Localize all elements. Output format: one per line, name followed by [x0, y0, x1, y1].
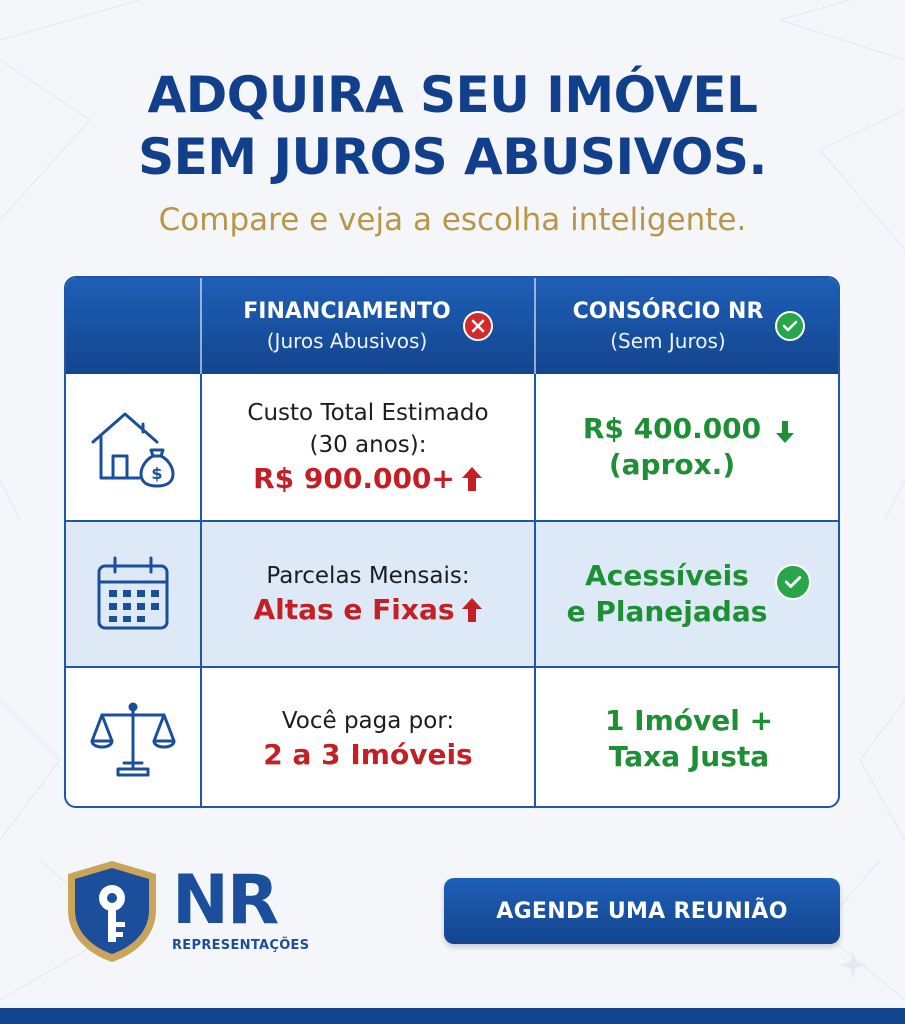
header-financiamento-title: FINANCIAMENTO [243, 299, 451, 324]
shield-key-icon [64, 858, 160, 964]
headline-line-1: ADQUIRA SEU IMÓVEL [147, 66, 758, 124]
headline [0, 64, 905, 188]
arrow-up-icon [461, 466, 483, 492]
header-consorcio-subtitle: (Sem Juros) [610, 329, 726, 353]
installments-label: Parcelas Mensais: [266, 563, 470, 589]
bottom-bar [0, 1008, 905, 1024]
check-circle-icon [775, 564, 811, 600]
x-circle-icon [463, 311, 493, 341]
header-consorcio-title: CONSÓRCIO NR [572, 299, 764, 324]
payment-consorcio-line-2: Taxa Justa [608, 740, 770, 773]
svg-text:$: $ [151, 464, 163, 483]
payment-consorcio-cell [536, 668, 840, 808]
calendar-icon [66, 522, 200, 666]
schedule-meeting-button[interactable]: AGENDE UMA REUNIÃO [444, 878, 840, 944]
payment-financiamento-value: 2 a 3 Imóveis [263, 738, 473, 771]
scale-icon [66, 668, 200, 808]
cost-consorcio-note: (aprox.) [608, 448, 736, 481]
installments-financiamento-cell [202, 522, 534, 666]
check-circle-icon [775, 311, 805, 341]
cost-label-line-2: (30 anos): [309, 432, 427, 458]
cost-consorcio-value: R$ 400.000 [582, 412, 762, 445]
logo-subtitle: REPRESENTAÇÕES [172, 938, 310, 953]
comparison-table [64, 276, 840, 808]
house-money-bag-icon [66, 374, 200, 520]
cost-label-line-1: Custo Total Estimado [247, 400, 489, 426]
installments-consorcio-cell [536, 522, 840, 666]
installments-financiamento-value: Altas e Fixas [253, 593, 455, 626]
header-consorcio [536, 278, 840, 374]
cost-financiamento-value: R$ 900.000+ [253, 462, 455, 495]
installments-consorcio-line-1: Acessíveis [585, 559, 749, 592]
headline-line-2: SEM JUROS ABUSIVOS. [138, 128, 767, 186]
header-financiamento-subtitle: (Juros Abusivos) [266, 329, 428, 353]
payment-financiamento-cell [202, 668, 534, 808]
installments-consorcio-line-2: e Planejadas [566, 595, 768, 628]
arrow-up-icon [461, 597, 483, 623]
cost-financiamento-cell [202, 374, 534, 520]
logo-name: NR [172, 861, 278, 940]
header-financiamento [202, 278, 534, 374]
payment-consorcio-line-1: 1 Imóvel + [604, 704, 774, 737]
sparkle-icon [838, 950, 868, 980]
cost-consorcio-cell [536, 374, 840, 520]
payment-label: Você paga por: [281, 708, 455, 734]
arrow-down-icon [775, 420, 795, 444]
nr-logo [64, 858, 314, 966]
subtitle: Compare e veja a escolha inteligente. [158, 202, 747, 238]
